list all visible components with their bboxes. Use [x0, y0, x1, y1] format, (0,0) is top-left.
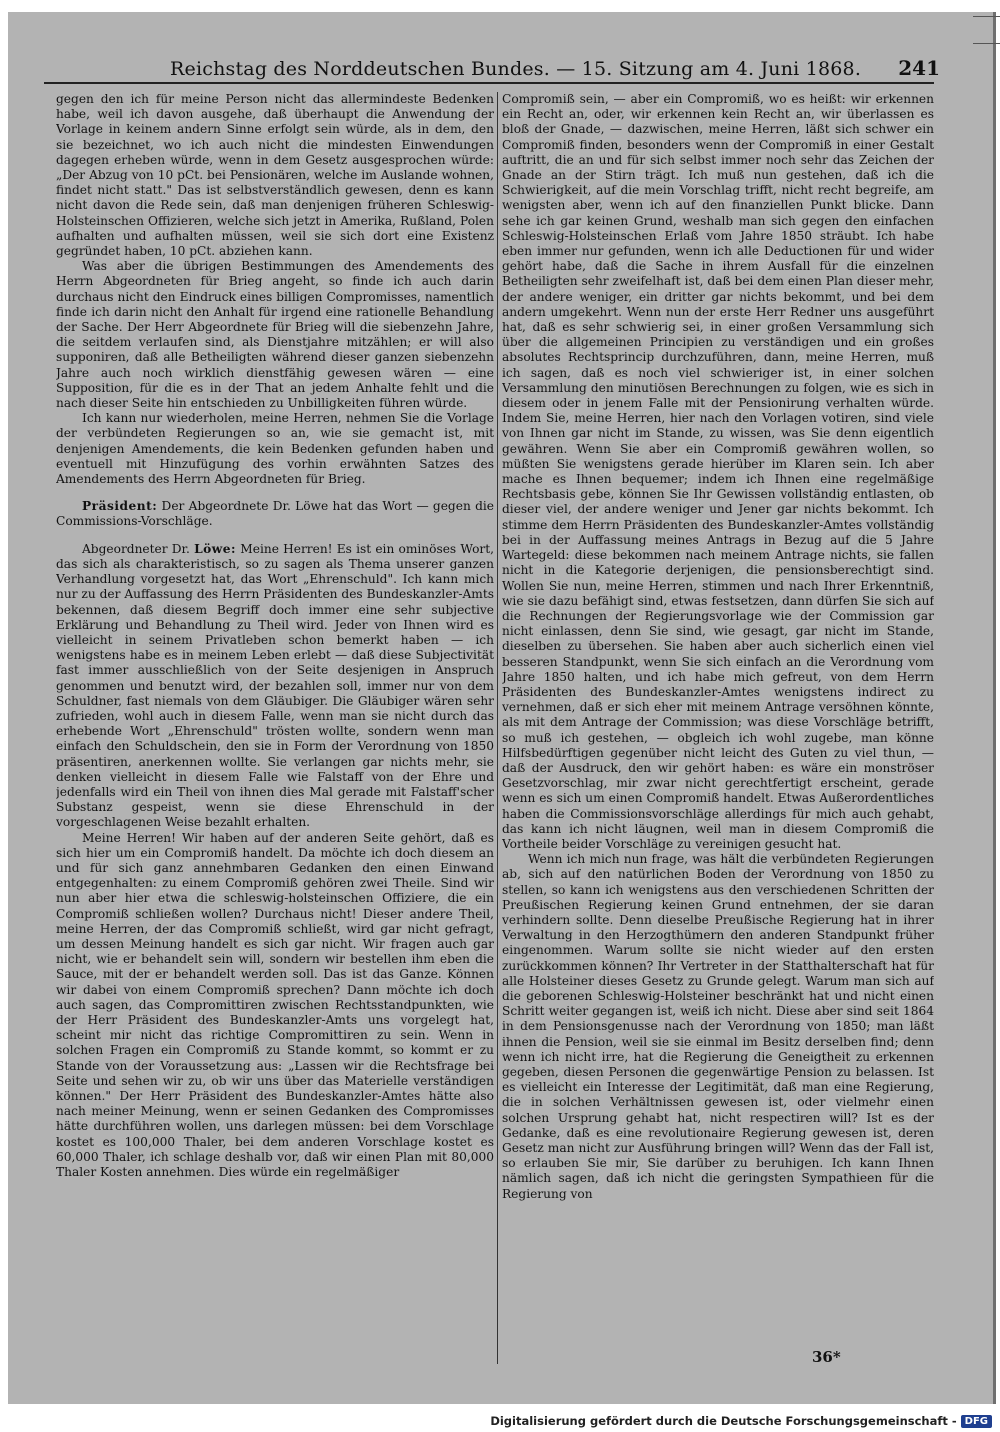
president-paragraph — [56, 499, 494, 529]
speaker-name: Präsident: — [82, 499, 158, 514]
paragraph: Wenn ich mich nun frage, was hält die verbündeten Regierungen ab, sich auf den natürlichen Boden der Verordnung von 1850 zu stellen, so kann ich wenigstens aus den verschiedenen Schritten der Preußischen Regierung keinen Grund entnehmen, der sie daran verhindern sollte. Denn dieselbe Preußische Regierung hat in ihrer Verwaltung in den Herzogthümern den anderen Standpunkt früher eingenommen. Warum sollte sie nicht wieder auf den ersten zurückkommen können? Ihr Vertreter in der Statthalterschaft hat für alle Holsteiner dieses Gesetz zu Grunde gelegt. Warum man sich auf die geborenen Schleswig-Holsteiner beschränkt hat und nicht einen Schritt weiter gegangen ist, weiß ich nicht. Diese aber sind seit 1864 in dem Pensionsgenusse nach der Verordnung von 1850; man läßt ihnen die Pension, weil sie sie einmal im Besitz derselben find; denn wenn ich nicht irre, hat die Regierung die Geneigtheit zu erkennen gegeben, diesen Personen die gegenwärtige Pension zu belassen. Ist es vielleicht ein Interesse der Legitimität, daß man eine Regierung, die in solchen Verhältnissen gewesen ist, oder vielmehr einen solchen Ursprung gehabt hat, nicht respectiren will? Ist es der Gedanke, daß es eine revolutionaire Regierung gewesen ist, deren Gesetz man nicht zur Ausführung bringen will? Wenn das der Fall ist, so erlauben Sie mir, Sie darüber zu beruhigen. Ich kann Ihnen nämlich sagen, daß ich nicht die geringsten Sympathieen für die Regierung von — [502, 852, 934, 1201]
paragraph: Ich kann nur wiederholen, meine Herren, nehmen Sie die Vorlage der verbündeten Regierungen so an, wie sie gemacht ist, mit denjenigen Amendements, die kein Bedenken gefunden haben und eventuell mit Hinzufügung des vorhin erwähnten Satzes des Amendements des Herrn Abgeordneten für Brieg. — [56, 411, 494, 487]
paragraph: Compromiß sein, — aber ein Compromiß, wo es heißt: wir erkennen ein Recht an, oder, wir erkennen kein Recht an, wir überlassen es bloß der Gnade, — dazwischen, meine Herren, läßt sich schwer ein Compromiß finden, besonders wenn der Compromiß in einer Gestalt auftritt, die an und für sich selbst immer noch sehr das Zeichen der Gnade an der Stirn trägt. Ich muß nun gestehen, daß ich die Schwierigkeit, auf die mein Vorschlag trifft, nicht recht begreife, am wenigsten aber, wenn ich auf den finanziellen Punkt blicke. Dann sehe ich gar keinen Grund, weshalb man sich gegen den einfachen Schleswig-Holsteinschen Erlaß vom Jahre 1850 sträubt. Ich habe eben immer nur gefunden, wenn ich alle Deductionen für und wider gehört habe, daß die Sache in ihrem Ausfall für die einzelnen Betheiligten sehr zweifelhaft ist, daß bei dem einen Plan dieser mehr, der andere weniger, ein dritter gar nichts bekommt, und bei dem andern umgekehrt. Wenn nun der erste Herr Redner uns ausgeführt hat, daß es sehr schwierig sei, in einer großen Versammlung sich über die allgemeinen Principien zu verständigen und ein großes absolutes Rechtsprincip durchzuführen, dann, meine Herren, muß ich sagen, daß es noch viel schwieriger ist, in einer solchen Versammlung den minutiösen Berechnungen zu folgen, wie es sich in diesem oder in jenem Falle mit der Pensionirung verhalten würde. Indem Sie, meine Herren, hier nach den Vorlagen votiren, sind viele von Ihnen gar nicht im Stande, zu wissen, was Sie denn eigentlich gewähren. Wenn Sie aber ein Compromiß gewähren wollen, so müßten Sie wenigstens gerade hierüber im Klaren sein. Ich aber mache es Ihnen bequemer; indem ich Ihnen eine regelmäßige Rechtsbasis gebe, können Sie Ihr Gewissen vollständig entlasten, ob dieser viel, der andere weniger und Jener gar nichts bekommt. Ich stimme dem Herrn Präsidenten des Bundeskanzler-Amtes vollständig bei in der Auffassung meines Antrags in Bezug auf die 5 Jahre Wartegeld: diese bekommen nach meinem Antrage nichts, sie fallen nicht in die Kategorie derjenigen, die pensionsberechtigt sind. Wollen Sie nun, meine Herren, stimmen und nach Ihrer Erkenntniß, wie sie dazu befähigt sind, etwas festsetzen, dann dürfen Sie sich auf die Rechnungen der Regierungsvorlage wie der Commission gar nicht einlassen, denn Sie sind, wie gesagt, gar nicht im Stande, dieselben zu übersehen. Sie haben aber auch sicherlich einen viel besseren Standpunkt, wenn Sie sich einfach an die Verordnung vom Jahre 1850 halten, und ich habe mich gefreut, von dem Herrn Präsidenten des Bundeskanzler-Amtes wenigstens indirect zu vernehmen, daß er sich eher mit meinem Antrage versöhnen könnte, als mit dem Antrage der Commission; was diese Vorschläge betrifft, so muß ich gestehen, — obgleich ich wohl zugebe, man könne Hilfsbedürftigen gegenüber nicht leicht des Guten zu viel thun, — daß der Ausdruck, den wir gehört haben: es wäre ein monströser Gesetzvorschlag, mir zwar nicht gerechtfertigt erscheint, gerade wenn es sich um einen Compromiß handelt. Etwas Außerordentliches haben die Commissionsvorschläge allerdings für mich auch gehabt, das kann ich nicht läugnen, weil man in diesem Compromiß die Vortheile beider Vorschläge zu vereinigen gesucht hat. — [502, 92, 934, 851]
header-rule — [44, 82, 934, 84]
speech-text: Der Abgeordnete Dr. Löwe hat das Wort — gegen die Commissions-Vorschläge. — [56, 499, 494, 529]
right-column — [502, 92, 934, 1352]
speech-text: Meine Herren! Es ist ein ominöses Wort, das sich als charakteristisch, so zu sagen als Thema unserer ganzen Verhandlung vorgesetzt hat, das Wort „Ehrenschuld". Ich kann mich nur zu der Auffassung des Herrn Präsidenten des Bundeskanzler-Amts bekennen, daß diesem Begriff doch immer eine sehr subjective Erklärung und Behandlung zu Theil wird. Jeder von Ihnen wird es vielleicht in seinem Privatleben schon bemerkt haben — ich wenigstens habe es in meinem Leben erlebt — daß diese Subjectivität fast immer ausschließlich von der Seite desjenigen in Anspruch genommen und benutzt wird, der bezahlen soll, immer nur von dem Schuldner, fast niemals von dem Gläubiger. Die Gläubiger wären sehr zufrieden, wohl auch in diesem Falle, wenn man sie nicht durch das erhebende Wort „Ehrenschuld" trösten wollte, sondern wenn man einfach den Schuldschein, den sie in Form der Verordnung von 1850 präsentiren, anerkennen wollte. Sie verlangen gar nichts mehr, sie denken vielleicht in diesem Falle wie Falstaff von der Ehre und jedenfalls wird ein Theil von ihnen dies Mal gerade mit Falstaff'scher Substanz gespeist, wenn sie diese Ehrenschuld in der vorgeschlagenen Weise bezahlt erhalten. — [56, 541, 494, 830]
column-rule — [497, 92, 498, 1364]
loewe-paragraph — [56, 542, 494, 831]
footer-text: Digitalisierung gefördert durch die Deutsche Forschungsgemeinschaft - — [490, 1414, 957, 1428]
paragraph: gegen den ich für meine Person nicht das allermindeste Bedenken habe, weil ich davon ausgehe, daß überhaupt die Anwendung der Vorlage in keinem andern Sinne erfolgt sein würde, als in dem, den sie bezeichnet, wo ich auch nicht die mindesten Einwendungen dagegen erheben würde, wenn in dem Gesetz ausgesprochen würde: „Der Abzug von 10 pCt. bei Pensionären, welche im Auslande wohnen, findet nicht statt." Das ist selbstverständlich gewesen, denn es kann nicht davon die Rede sein, daß man denjenigen früheren Schleswig-Holsteinschen Offizieren, welche sich jetzt in Amerika, Rußland, Polen aufhalten und aufhalten müssen, weil sie sich dort eine Existenz gegründet haben, 10 pCt. abziehen kann. — [56, 92, 494, 259]
paragraph: Was aber die übrigen Bestimmungen des Amendements des Herrn Abgeordneten für Brieg angeht, so finde ich auch darin durchaus nicht den Eindruck eines billigen Compromisses, namentlich finde ich darin nicht den Anhalt für irgend eine rationelle Behandlung der Sache. Der Herr Abgeordnete für Brieg will die siebenzehn Jahre, die seitdem verlaufen sind, als Dienstjahre mitzählen; er will also supponiren, daß alle Betheiligten während dieser ganzen siebenzehn Jahre auch noch wirklich dienstfähig gewesen wären — eine Supposition, für die es in der That an jedem Anhalte fehlt und die nach dieser Seite hin entschieden zu Unbilligkeiten führen würde. — [56, 259, 494, 411]
left-column — [56, 92, 494, 1352]
footer-banner — [490, 1412, 992, 1430]
paragraph: Meine Herren! Wir haben auf der anderen Seite gehört, daß es sich hier um ein Compromiß handelt. Da möchte ich doch diesem an und für sich ganz annehmbaren Gedanken den einen Einwand entgegenhalten: zu einem Compromiß gehören zwei Theile. Sind wir nun aber hier etwa die schleswig-holsteinschen Offiziere, die ein Compromiß schließen wollen? Durchaus nicht! Dieser andere Theil, meine Herren, der das Compromiß schließt, wird gar nicht gefragt, um dessen Meinung handelt es sich gar nicht. Wir fragen auch gar nicht, wie er behandelt sein will, sondern wir bestellen ihm eben die Sauce, mit der er behandelt werden soll. Das ist das Ganze. Können wir dabei von einem Compromiß sprechen? Dann möchte ich doch auch sagen, das Compromittiren zwischen Rechtsstandpunkten, wie der Herr Präsident des Bundeskanzler-Amts uns vorgelegt hat, scheint mir nicht das richtige Compromittiren zu sein. Wenn in solchen Fragen ein Compromiß zu Stande kommt, so kommt er zu Stande von der Voraussetzung aus: „Lassen wir die Rechtsfrage bei Seite und sehen wir zu, ob wir uns über das Materielle verständigen können." Der Herr Präsident des Bundeskanzler-Amtes hätte also nach meiner Meinung, wenn er seinen Gedanken des Compromisses hätte durchführen wollen, uns darlegen müssen: bei dem Vorschlage kostet es 100,000 Thaler, bei dem anderen Vorschlage kostet es 60,000 Thaler, ich schlage deshalb vor, daß wir einen Plan mit 80,000 Thaler Kosten annehmen. Dies würde ein regelmäßiger — [56, 830, 494, 1180]
dfg-logo: DFG — [961, 1415, 992, 1428]
running-head: Reichstag des Norddeutschen Bundes. — 15. Sitzung am 4. Juni 1868. — [170, 58, 862, 80]
scan-corner-mark — [973, 16, 1000, 44]
page-header — [170, 44, 940, 80]
speaker-intro: Abgeordneter Dr. — [82, 541, 190, 556]
sheet-signature: 36* — [812, 1348, 841, 1366]
page-number: 241 — [898, 56, 940, 80]
speaker-name: Löwe: — [194, 541, 237, 556]
